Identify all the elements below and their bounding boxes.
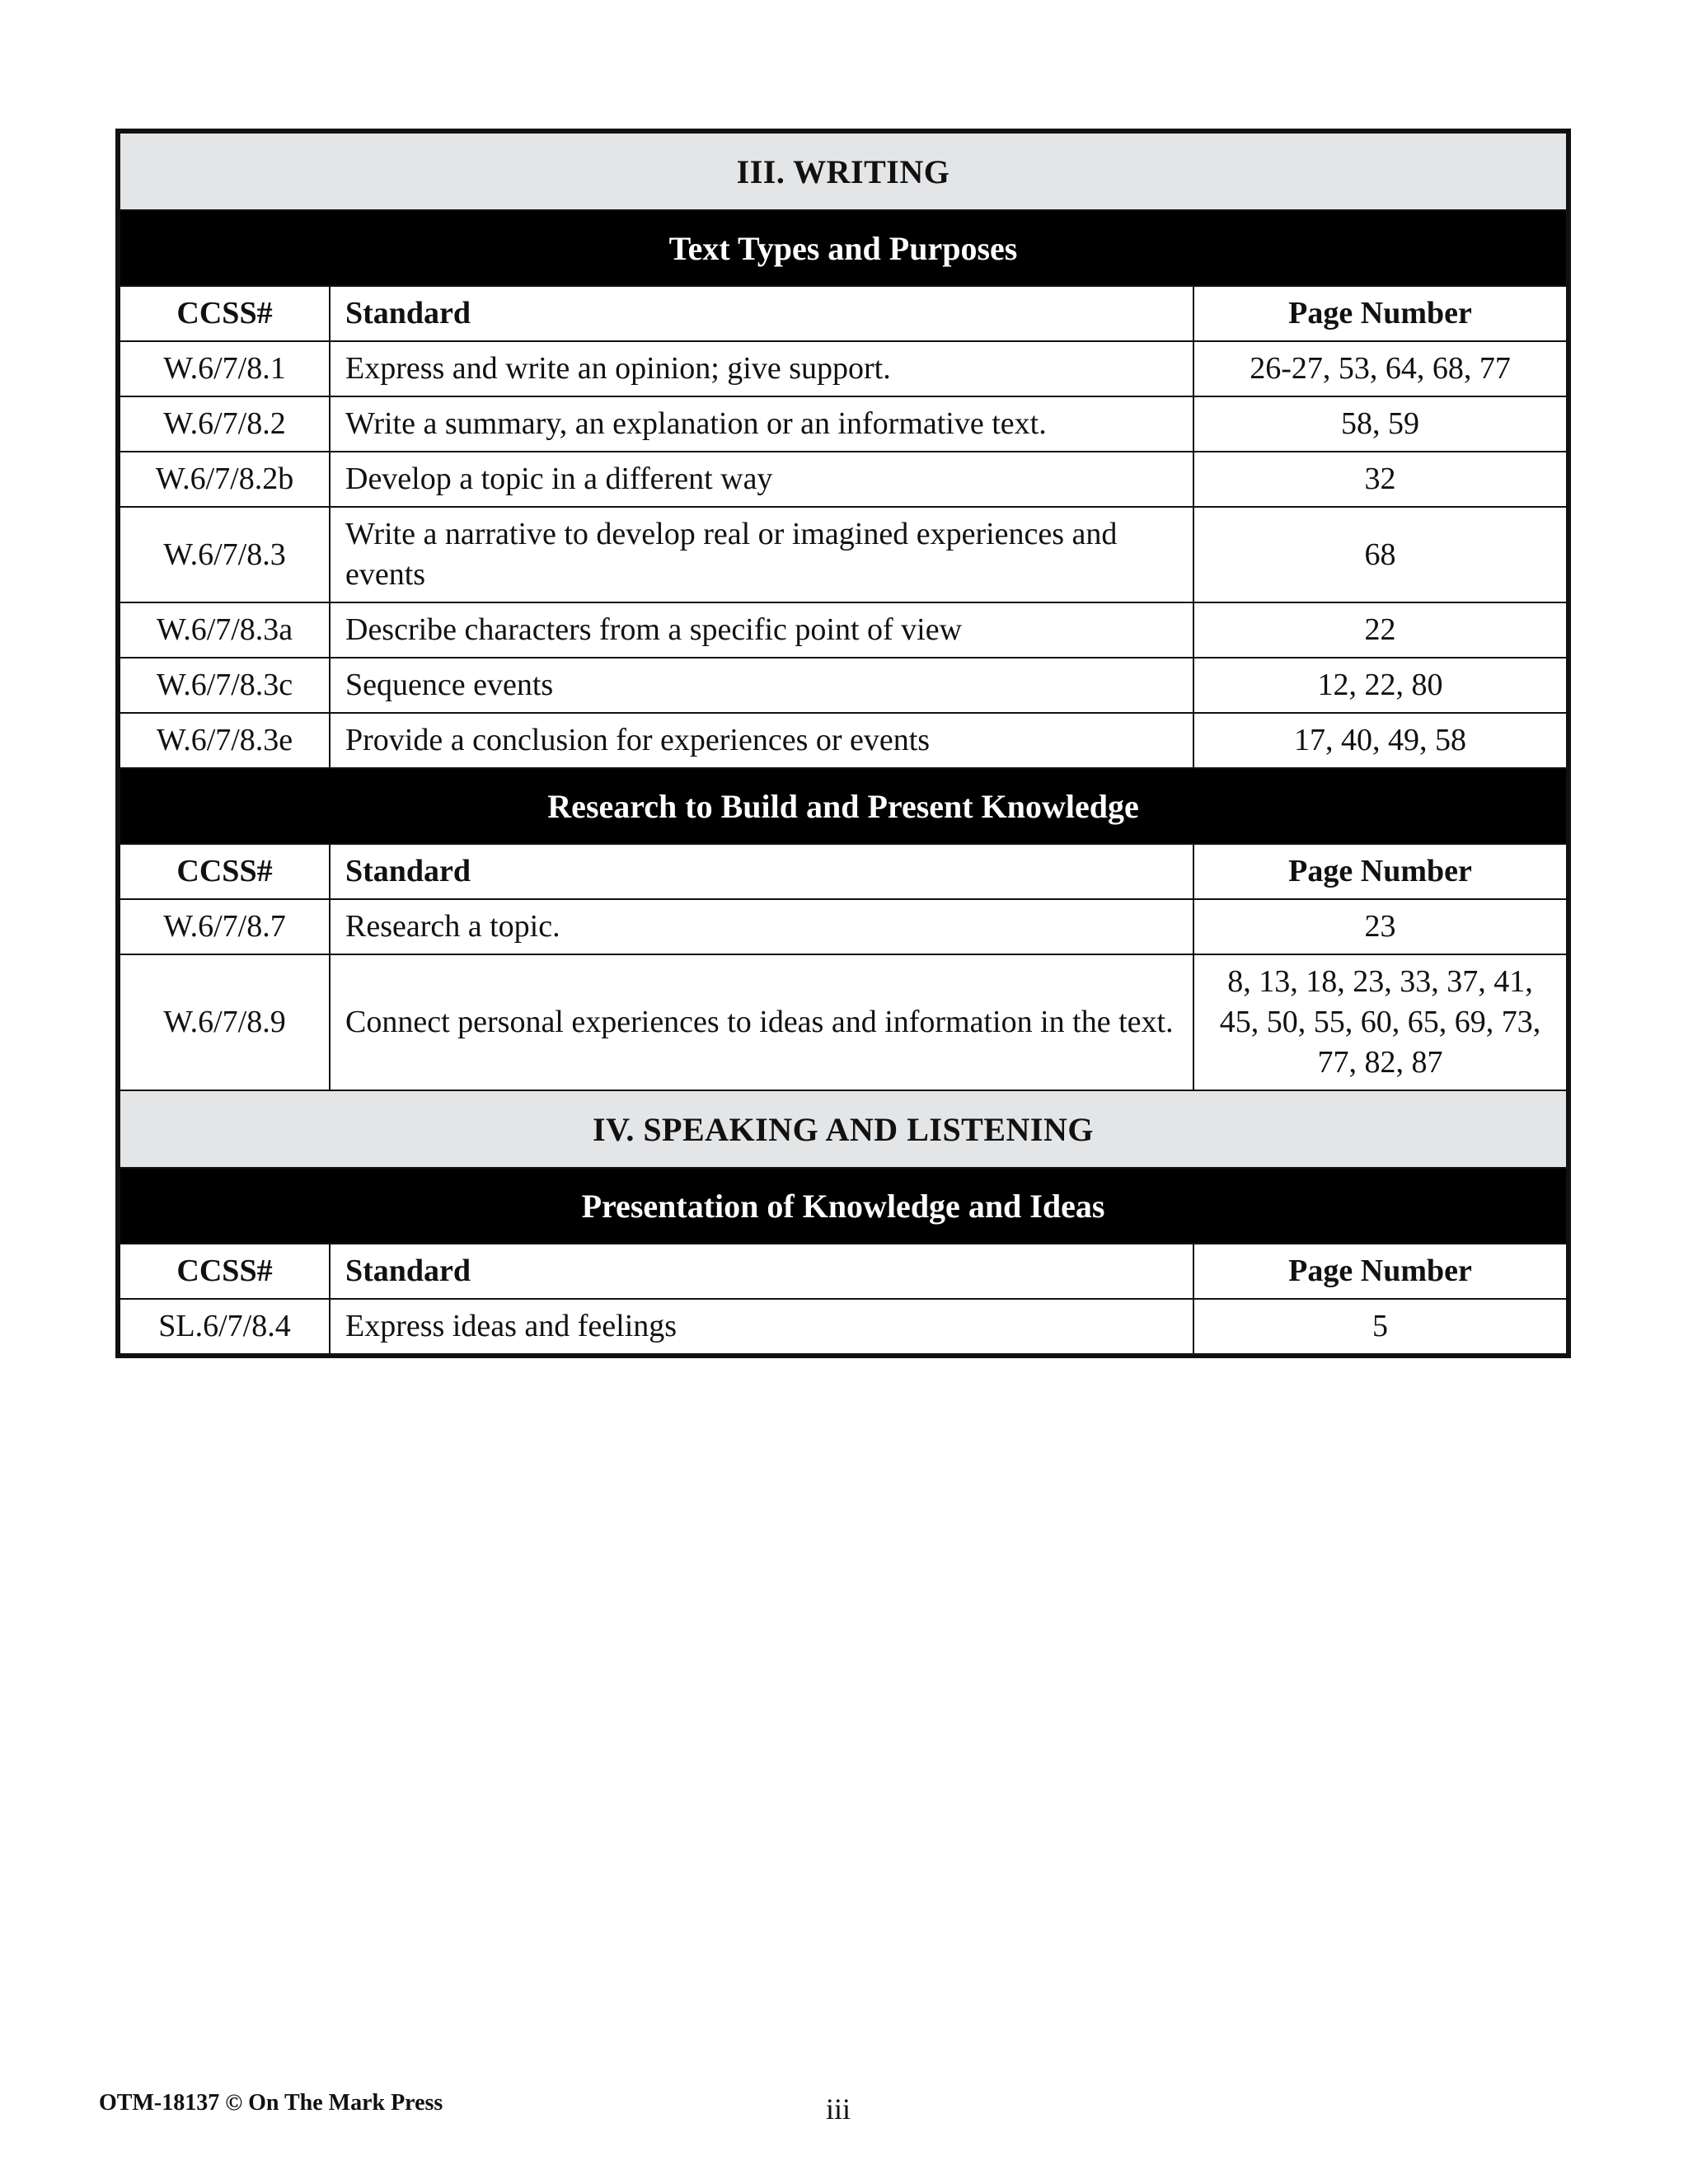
standard-cell: Express and write an opinion; give support.: [330, 341, 1193, 396]
subsection-title: Presentation of Knowledge and Ideas: [118, 1168, 1568, 1244]
standard-cell: Research a topic.: [330, 899, 1193, 954]
column-header-ccss: CCSS#: [118, 1244, 330, 1299]
ccss-cell: W.6/7/8.3e: [118, 713, 330, 768]
section-title: III. WRITING: [118, 131, 1568, 210]
subsection-header-row: [118, 210, 1568, 286]
table-row: [118, 396, 1568, 452]
ccss-cell: W.6/7/8.2b: [118, 452, 330, 507]
table-row: [118, 954, 1568, 1090]
page-number-cell: 32: [1193, 452, 1568, 507]
ccss-cell: W.6/7/8.7: [118, 899, 330, 954]
standard-cell: Describe characters from a specific point of view: [330, 602, 1193, 658]
page-number-cell: 26-27, 53, 64, 68, 77: [1193, 341, 1568, 396]
standard-cell: Express ideas and feelings: [330, 1299, 1193, 1356]
subsection-header-row: [118, 768, 1568, 844]
standard-cell: Connect personal experiences to ideas and information in the text.: [330, 954, 1193, 1090]
ccss-cell: W.6/7/8.9: [118, 954, 330, 1090]
column-header-row: [118, 286, 1568, 341]
table-row: [118, 713, 1568, 768]
table-row: [118, 341, 1568, 396]
column-header-standard: Standard: [330, 286, 1193, 341]
standard-cell: Write a summary, an explanation or an informative text.: [330, 396, 1193, 452]
standard-cell: Write a narrative to develop real or imagined experiences and events: [330, 507, 1193, 602]
table-row: [118, 602, 1568, 658]
standard-cell: Sequence events: [330, 658, 1193, 713]
ccss-cell: W.6/7/8.2: [118, 396, 330, 452]
standard-cell: Provide a conclusion for experiences or events: [330, 713, 1193, 768]
subsection-title: Research to Build and Present Knowledge: [118, 768, 1568, 844]
page-number-cell: 12, 22, 80: [1193, 658, 1568, 713]
page-number-cell: 8, 13, 18, 23, 33, 37, 41, 45, 50, 55, 60, 65, 69, 73, 77, 82, 87: [1193, 954, 1568, 1090]
section-title: IV. SPEAKING AND LISTENING: [118, 1090, 1568, 1168]
column-header-row: [118, 844, 1568, 899]
standards-table: [115, 129, 1571, 1358]
subsection-header-row: [118, 1168, 1568, 1244]
column-header-page-number: Page Number: [1193, 286, 1568, 341]
ccss-cell: W.6/7/8.1: [118, 341, 330, 396]
page-number-cell: 5: [1193, 1299, 1568, 1356]
section-header-row: [118, 131, 1568, 210]
table-row: [118, 452, 1568, 507]
column-header-standard: Standard: [330, 844, 1193, 899]
page-number-cell: 17, 40, 49, 58: [1193, 713, 1568, 768]
column-header-standard: Standard: [330, 1244, 1193, 1299]
column-header-page-number: Page Number: [1193, 1244, 1568, 1299]
publisher-footer: OTM-18137 © On The Mark Press: [99, 2090, 443, 2116]
page-number-cell: 23: [1193, 899, 1568, 954]
column-header-page-number: Page Number: [1193, 844, 1568, 899]
column-header-ccss: CCSS#: [118, 286, 330, 341]
page-number-cell: 58, 59: [1193, 396, 1568, 452]
ccss-cell: W.6/7/8.3: [118, 507, 330, 602]
page-number: iii: [826, 2093, 851, 2125]
table-row: [118, 507, 1568, 602]
table-row: [118, 899, 1568, 954]
ccss-cell: SL.6/7/8.4: [118, 1299, 330, 1356]
section-header-row: [118, 1090, 1568, 1168]
page-number-cell: 68: [1193, 507, 1568, 602]
column-header-row: [118, 1244, 1568, 1299]
ccss-cell: W.6/7/8.3c: [118, 658, 330, 713]
page-number-cell: 22: [1193, 602, 1568, 658]
table-row: [118, 1299, 1568, 1356]
column-header-ccss: CCSS#: [118, 844, 330, 899]
table-row: [118, 658, 1568, 713]
standard-cell: Develop a topic in a different way: [330, 452, 1193, 507]
ccss-cell: W.6/7/8.3a: [118, 602, 330, 658]
subsection-title: Text Types and Purposes: [118, 210, 1568, 286]
